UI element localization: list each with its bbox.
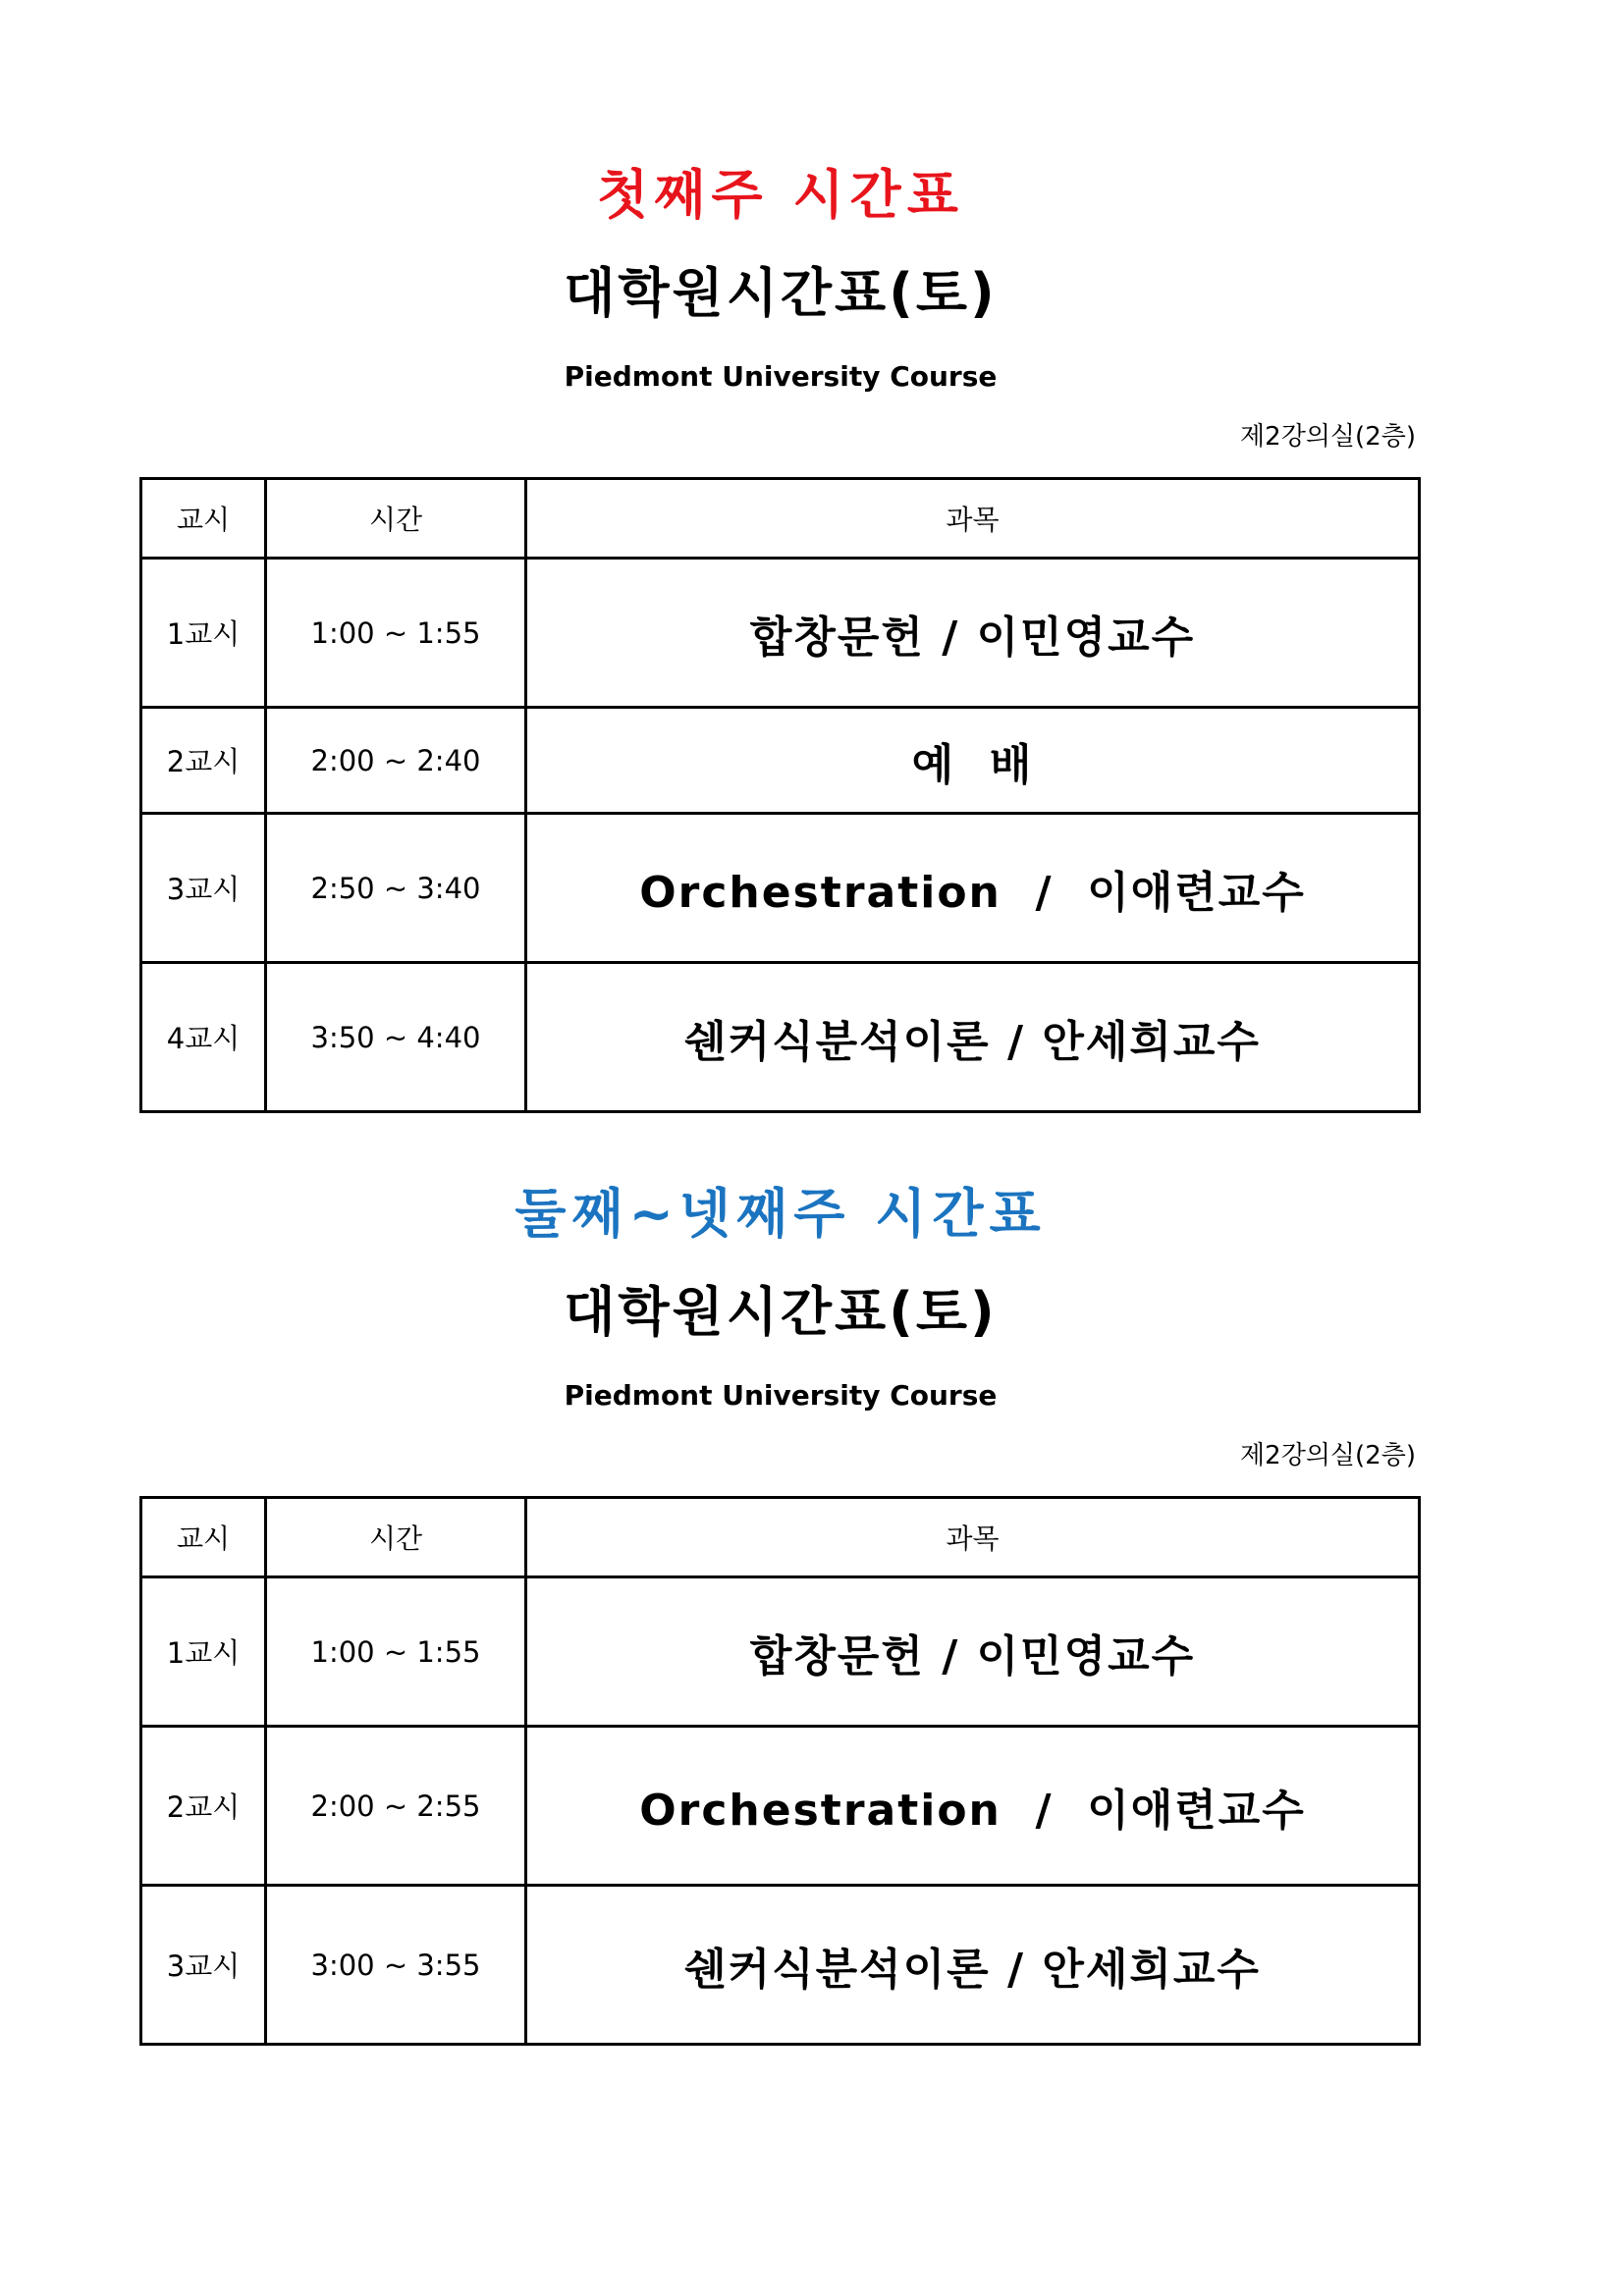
time-cell: 2:00 ~ 2:40 [266,708,526,814]
week1-main-title: 대학원시간표(토) [564,262,998,324]
header-time: 시간 [266,479,526,559]
period-cell: 2교시 [141,1727,266,1886]
week1-room: 제2강의실(2층) [1240,422,1416,452]
time-cell: 1:00 ~ 1:55 [266,1577,526,1727]
week2-timetable [139,1496,1421,2046]
header-time: 시간 [266,1498,526,1577]
week2-subtitle: Piedmont University Course [564,1379,998,1412]
header-subject: 과목 [526,479,1420,559]
header-subject: 과목 [526,1498,1420,1577]
time-cell: 2:50 ~ 3:40 [266,814,526,963]
table-row [141,708,1420,814]
header-period: 교시 [141,479,266,559]
period-cell: 1교시 [141,559,266,708]
time-cell: 1:00 ~ 1:55 [266,559,526,708]
subject-cell: 합창문헌 / 이민영교수 [526,1577,1420,1727]
table-row [141,1577,1420,1727]
time-cell: 3:50 ~ 4:40 [266,963,526,1112]
subject-cell: Orchestration / 이애련교수 [526,1727,1420,1886]
period-cell: 3교시 [141,1886,266,2045]
subject-cell: 쉔커식분석이론 / 안세희교수 [526,963,1420,1112]
table-row [141,814,1420,963]
time-cell: 2:00 ~ 2:55 [266,1727,526,1886]
period-cell: 3교시 [141,814,266,963]
table-header-row [141,1498,1420,1577]
table-row [141,1886,1420,2045]
period-cell: 2교시 [141,708,266,814]
week2-main-title: 대학원시간표(토) [564,1281,998,1343]
subject-cell: 합창문헌 / 이민영교수 [526,559,1420,708]
week2-title: 둘째~넷째주 시간표 [514,1183,1047,1245]
week1-timetable [139,477,1421,1113]
week2-room: 제2강의실(2층) [1240,1441,1416,1470]
time-cell: 3:00 ~ 3:55 [266,1886,526,2045]
week1-subtitle: Piedmont University Course [564,360,998,393]
table-row [141,1727,1420,1886]
table-row [141,559,1420,708]
subject-cell: 예 배 [526,708,1420,814]
header-period: 교시 [141,1498,266,1577]
subject-cell: Orchestration / 이애련교수 [526,814,1420,963]
table-row [141,963,1420,1112]
subject-cell: 쉔커식분석이론 / 안세희교수 [526,1886,1420,2045]
period-cell: 4교시 [141,963,266,1112]
week1-title: 첫째주 시간표 [597,164,964,226]
period-cell: 1교시 [141,1577,266,1727]
table-header-row [141,479,1420,559]
